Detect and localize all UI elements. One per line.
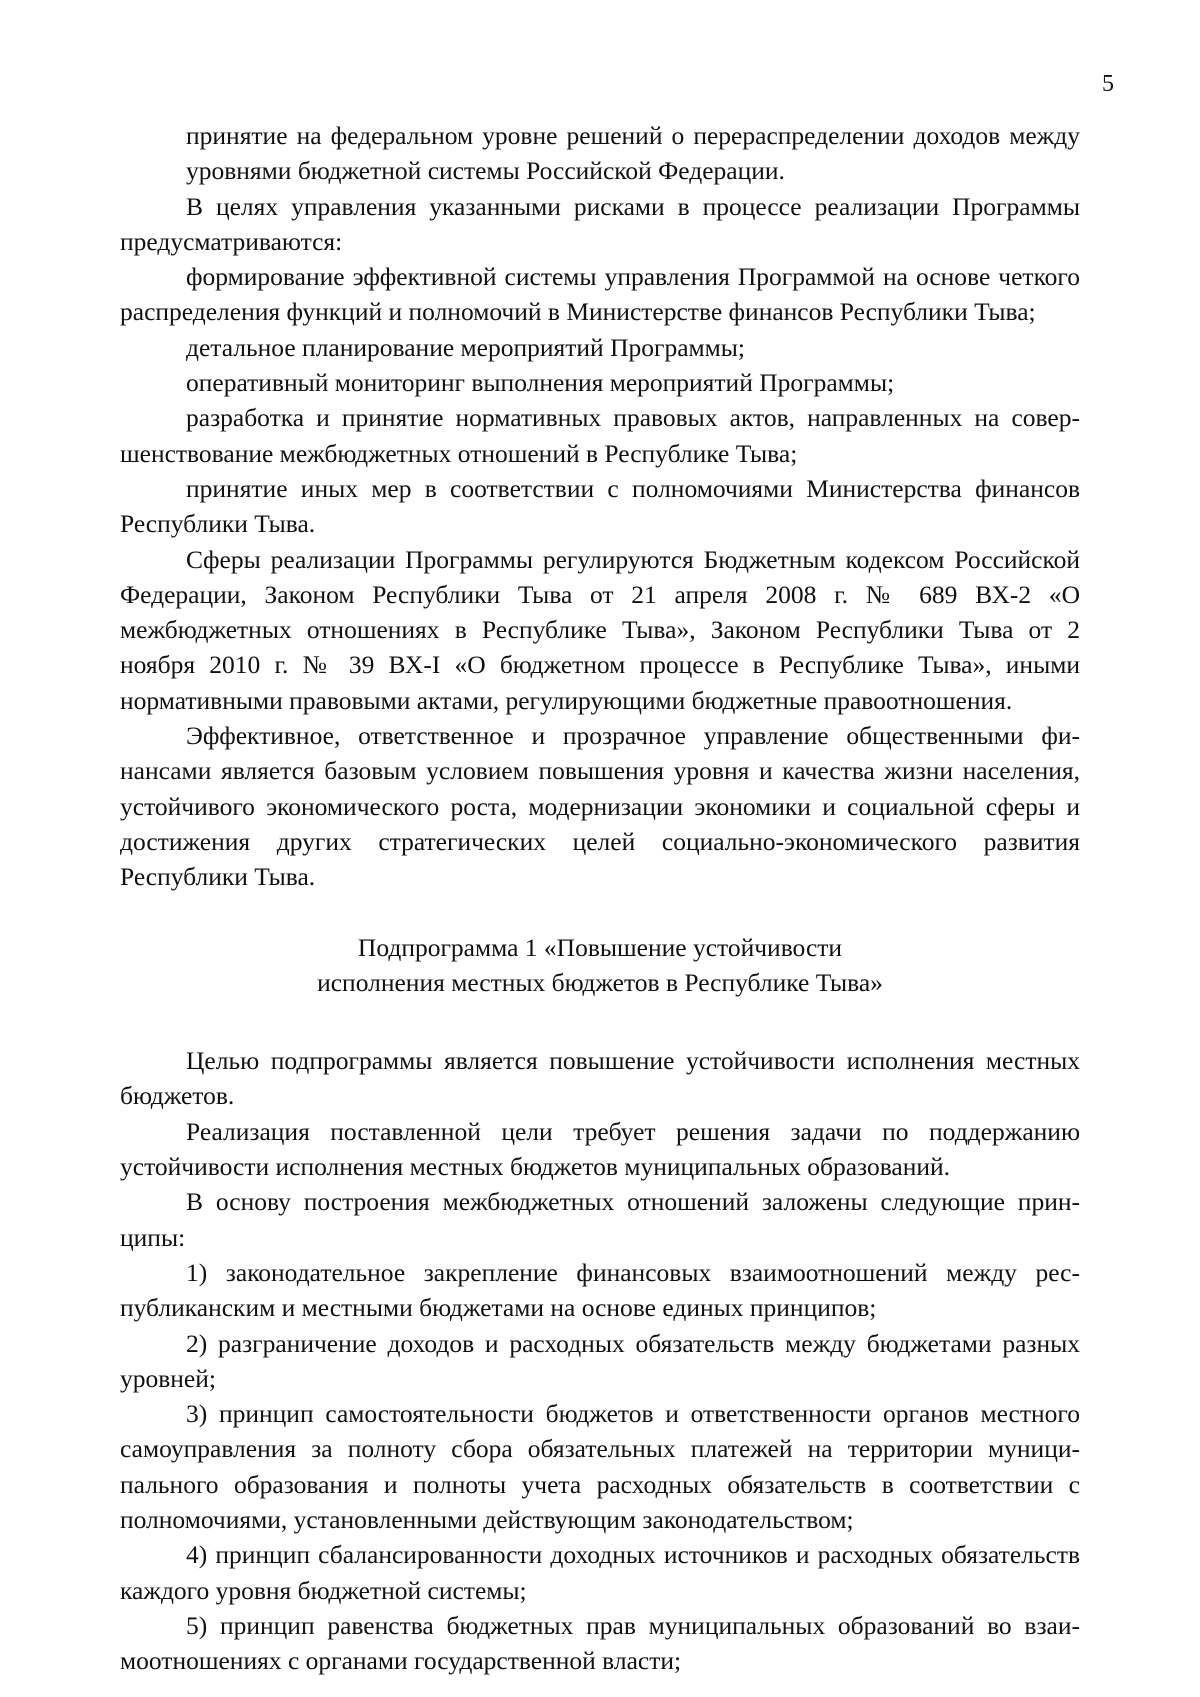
subprogram-heading [120,930,1080,1001]
paragraph: В основу построения межбюджетных отношений заложены следующие принципы: [120,1187,1080,1252]
paragraph: Реализация поставленной цели требует решения задачи по поддержанию устойчивости исполнения местных бюджетов муниципальных образований. [120,1116,1080,1182]
paragraph: формирование эффективной системы управления Программой на основе четкого распределения функций и полномочий в Министерстве финансов Республики Тыва; [120,262,1080,327]
paragraph: принятие на федеральном уровне решений о перераспределении доходов между уровнями бюджетной системы Российской Федерации. [186,121,1080,186]
heading-line: Подпрограмма 1 «Повышение устойчивости [357,932,843,962]
list-item: 4) принцип сбалансированности доходных источников и расходных обязательств каждого уровня бюджетной системы; [120,1540,1080,1605]
paragraph: Целью подпрограммы является повышение устойчивости исполнения местных бюджетов. [120,1046,1080,1111]
paragraph: разработка и принятие нормативных правовых актов, направленных на совершенствование межбюджетных отношений в Республике Тыва; [120,403,1080,468]
heading-line: исполнения местных бюджетов в Республике Тыва» [317,967,883,997]
paragraph: принятие иных мер в соответствии с полномочиями Министерства финансов Республики Тыва. [120,473,1080,539]
list-item: 2) разграничение доходов и расходных обязательств между бюджетами разных уровней; [120,1328,1080,1393]
paragraph: оперативный мониторинг выполнения мероприятий Программы; [186,368,895,398]
list-item: 1) законодательное закрепление финансовых взаимоотношений между республиканским и местными бюджетами на основе единых принципов; [120,1257,1080,1323]
list-item: 3) принцип самостоятельности бюджетов и ответственности органов местного самоуправления за полноту сбора обязательных платежей на территории муниципального образования и полноты учета расходных обязательств в соответствии с полномочиями, установленными действующим законодательством; [120,1399,1080,1534]
paragraph: детальное планирование мероприятий Программы; [186,332,746,362]
paragraph: В целях управления указанными рисками в процессе реализации Программы предусматриваются: [120,191,1080,256]
paragraph: Сферы реализации Программы регулируются Бюджетным кодексом Российской Федерации, Законом Республики Тыва от 21 апреля 2008 г. № 689 ВХ-2 «О межбюджетных отношениях в Республике Тыва», Законом Республики Тыва от 2 ноября 2010 г. № 39 ВХ-I «О бюджетном процессе в Республике Тыва», иными нормативными правовыми актами, регулирующими бюджетные правоотношения. [120,544,1080,715]
paragraph: Эффективное, ответственное и прозрачное управление общественными финансами является базовым условием повышения уровня и качества жизни населения, устойчивого экономического роста, модернизации экономики и социальной сферы и достижения других стратегических целей социально-экономического развития Республики Тыва. [120,721,1080,892]
page-number: 5 [1102,71,1114,97]
document-body [120,118,1080,1678]
list-item: 5) принцип равенства бюджетных прав муниципальных образований во взаимоотношениях с органами государственной власти; [120,1610,1080,1676]
